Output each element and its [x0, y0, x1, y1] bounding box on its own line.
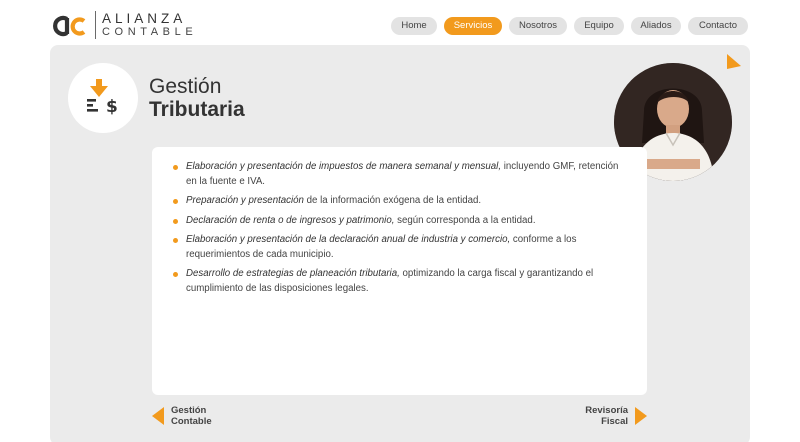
- nav-equipo[interactable]: Equipo: [574, 17, 624, 35]
- next-service-link[interactable]: [585, 404, 648, 428]
- list-item-text: optimizando la carga fiscal y garantizando el cumplimiento de las disposiciones legales.: [186, 268, 594, 294]
- list-item: [172, 214, 627, 229]
- list-item: [172, 160, 627, 189]
- list-item-text: según corresponda a la entidad.: [394, 214, 536, 226]
- next-label-line-1: Revisoría: [585, 405, 628, 416]
- logo-text: [95, 11, 197, 39]
- list-item-emphasis: Preparación y presentación: [186, 195, 304, 206]
- logo-line-2: CONTABLE: [102, 25, 198, 38]
- logo-line-1: ALIANZA: [102, 10, 187, 26]
- next-service-label: [585, 405, 628, 427]
- title-line-1: Gestión: [149, 75, 222, 98]
- list-item-text: incluyendo GMF, retención en la fuente e IVA.: [186, 161, 619, 187]
- nav-contacto[interactable]: Contacto: [688, 17, 748, 35]
- logo-mark-icon: [52, 10, 86, 40]
- brand-logo[interactable]: [52, 9, 202, 41]
- list-item: [172, 233, 627, 262]
- svg-text:$: $: [106, 97, 118, 117]
- service-icon-badge: [68, 63, 138, 133]
- corner-arrow-icon[interactable]: [724, 52, 744, 72]
- nav-nosotros[interactable]: Nosotros: [509, 17, 567, 35]
- list-item-emphasis: Elaboración y presentación de la declaración anual de industria y comercio,: [186, 234, 511, 245]
- service-list: [172, 160, 627, 296]
- nav-aliados[interactable]: Aliados: [631, 17, 681, 35]
- list-item-emphasis: Declaración de renta o de ingresos y patrimonio,: [186, 214, 395, 226]
- service-details-card: [152, 147, 647, 395]
- prev-service-label: [171, 405, 212, 427]
- list-item-emphasis: Desarrollo de estrategias de planeación tributaria,: [186, 268, 400, 279]
- next-label-line-2: Fiscal: [601, 416, 628, 427]
- list-item-emphasis: Elaboración y presentación de impuestos de manera semanal y mensual,: [186, 161, 502, 172]
- page-title: [149, 75, 245, 121]
- list-item: [172, 194, 627, 209]
- list-item-text: conforme a los requerimientos de cada municipio.: [186, 234, 577, 260]
- nav-home[interactable]: Home: [391, 17, 437, 35]
- list-item-text: de la información exógena de la entidad.: [303, 195, 482, 206]
- tax-arrow-dollar-icon: [68, 63, 138, 133]
- nav-servicios[interactable]: Servicios: [444, 17, 502, 35]
- main-nav: [391, 17, 748, 35]
- title-line-2: Tributaria: [149, 98, 245, 121]
- prev-label-line-2: Contable: [171, 416, 212, 427]
- chevron-right-icon: [634, 406, 648, 426]
- list-item: [172, 267, 627, 296]
- chevron-left-icon: [151, 406, 165, 426]
- prev-service-link[interactable]: [151, 404, 212, 428]
- prev-label-line-1: Gestión: [171, 405, 207, 416]
